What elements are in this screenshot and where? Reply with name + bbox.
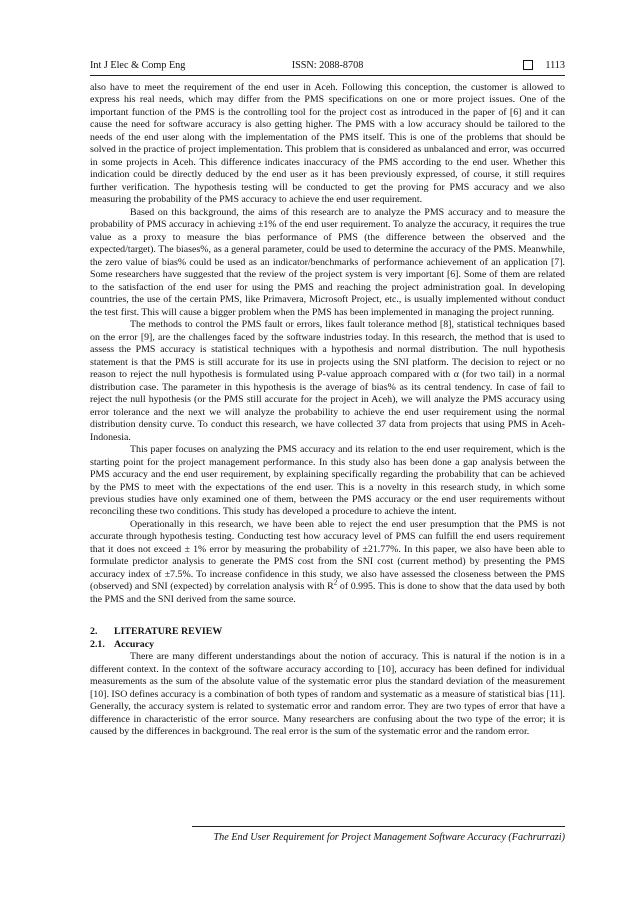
body-text: [90, 82, 565, 739]
header-rule: [90, 75, 565, 76]
paragraph: There are many different understandings about the notion of accuracy. This is natural if the notion is in a different context. In the context of the software accuracy according to [10], accuracy has been defined for individual measurements as the sum of the absolute value of the systematic error plus the standard deviation of the measurement [10]. ISO defines accuracy is a combination of both types of random and systematic as a measure of statistical bias [11]. Generally, the accuracy system is related to systematic error and random error. They are two types of error that have a difference in characteristic of the error source. Many researchers are confusing about the two type of the error; it is caused by the differences in background. The real error is the sum of the systematic error and the random error.: [90, 651, 565, 738]
paragraph: also have to meet the requirement of the end user in Aceh. Following this conception, the customer is allowed to express his real needs, which may differ from the PMS specifications on one or more project issues. One of the important function of the PMS is the controlling tool for the project cost as introduced in the paper of [6] and it can cause the need for software accuracy is also getting higher. The PMS with a low accuracy should be tailored to the needs of the end user along with the implementation of the PMS itself. This is one of the problems that should be solved in the practice of project implementation. This problem that is considered as unbalanced and error, was occurred in some projects in Aceh. This difference indicates inaccuracy of the PMS according to the end user. Whether this indication could be directly deduced by the end user as it has been previously expressed, of course, it still requires further verification. The hypothesis testing will be conducted to get the proving for PMS accuracy and we also measuring the probability of the PMS accuracy to achieve the end user requirement.: [90, 82, 565, 206]
paragraph: This paper focuses on analyzing the PMS accuracy and its relation to the end user requirement, which is the starting point for the project management performance. In this study also has been done a gap analysis between the PMS accuracy and the end user requirement, by explaining specifically regarding the probability that can be achieved by the PMS to meet with the expectations of the end user. This is a novelty in this research study, in which some previous studies have only examined one of them, between the PMS accuracy or the end user requirements without reconciling these two conditions. This study has developed a procedure to achieve the intent.: [90, 444, 565, 518]
paragraph: The methods to control the PMS fault or errors, likes fault tolerance method [8], statistical techniques based on the error [9], are the challenges faced by the software industries today. In this research, the method that is used to assess the PMS accuracy is statistical techniques with a hypothesis and normal distribution. The null hypothesis statement is that the PMS is still accurate for its use in projects using the SNI platform. The decision to reject or no reason to reject the null hypothesis is formulated using P-value approach compared with α (for two tail) in a normal distribution case. The parameter in this hypothesis is the average of bias% as its central tendency. In case of fail to reject the null hypothesis (or the PMS still accurate for the project in Aceh), we will analyze the PMS accuracy using error tolerance and the next we will analyze the probability to achieve the end user requirement using the normal distribution density curve. To conduct this research, we have collected 37 data from projects that using PMS in Aceh-Indonesia.: [90, 319, 565, 443]
paragraph: Based on this background, the aims of this research are to analyze the PMS accuracy and to measure the probability of PMS accuracy in achieving ±1% of the end user requirement. To analyze the accuracy, it requires the true value as a proxy to measure the bias performance of PMS (the difference between the observed and the expected/target). The biases%, as a general parameter, could be used to determine the accuracy of the PMS. Meanwhile, the zero value of bias% could be used as an indicator/benchmarks of performance achievement of an application [7]. Some researchers have suggested that the review of the project system is very important [6]. Some of them are related to the satisfaction of the end user for using the PMS and reaching the project administration goal. In developing countries, the use of the certain PMS, like Primavera, Microsoft Project, etc., is usually implemented without conduct the test first. This will cause a bigger problem when the PMS has been implemented in managing the project running.: [90, 206, 565, 318]
journal-name: Int J Elec & Comp Eng: [90, 59, 186, 71]
subsection-heading: 2.1. Accuracy: [90, 638, 155, 650]
running-footer: The End User Requirement for Project Management Software Accuracy (Fachrurrazi): [213, 832, 565, 843]
section-heading: 2. LITERATURE REVIEW: [90, 626, 223, 638]
page-number: 1113: [545, 59, 565, 71]
issn: ISSN: 2088-8708: [291, 59, 364, 71]
running-header: [90, 57, 565, 73]
paragraph: Operationally in this research, we have been able to reject the end user presumption that the PMS is not accurate through hypothesis testing. Conducting test how accuracy level of PMS can fulfill the end users requirement that it does not exceed ± 1% error by measuring the probability of ±21.77%. In this paper, we also have been able to formulate predictor analysis to generate the PMS cost from the SNI cost (current method) by presenting the PMS accuracy index of ±7.5%. To increase confidence in this study, we also have assessed the closeness between the PMS (observed) and SNI (expected) by correlation analysis with $R^2$ of 0.995. This is done to show that the data used by both the PMS and the SNI derived from the same source.: [90, 518, 565, 605]
checkbox-icon: [523, 60, 533, 70]
footer-rule: [192, 826, 565, 827]
